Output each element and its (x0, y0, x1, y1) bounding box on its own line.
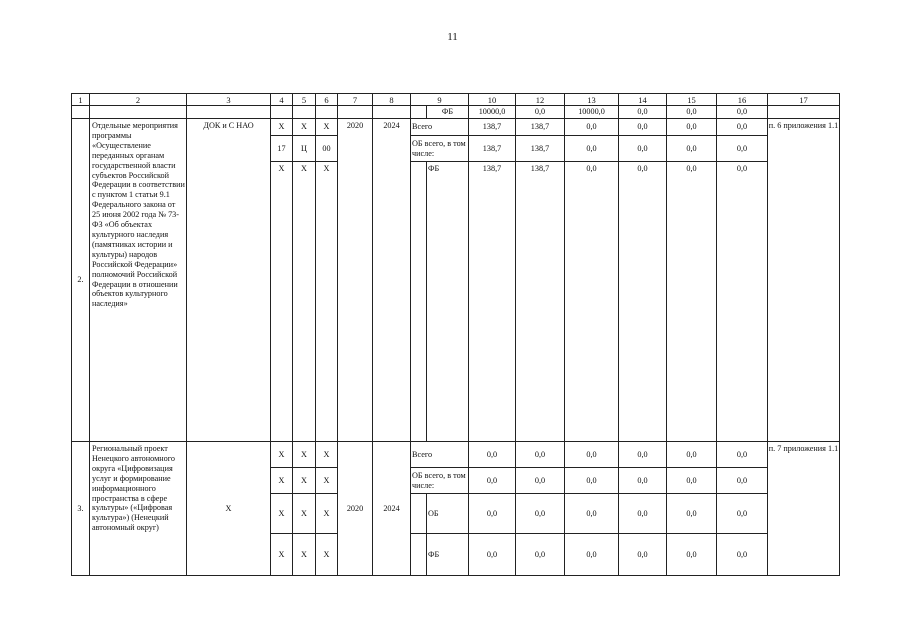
value-cell: 0,0 (717, 534, 768, 576)
value-cell: 0,0 (619, 136, 667, 162)
source-cell: ФБ (427, 106, 469, 119)
note-cell: п. 6 приложения 1.1 (768, 119, 840, 442)
value-cell: 0,0 (619, 162, 667, 442)
value-cell: 0,0 (667, 468, 717, 494)
value-cell: 0,0 (667, 136, 717, 162)
year-start: 2020 (338, 119, 373, 442)
value-cell: 0,0 (565, 442, 619, 468)
value-cell: 0,0 (667, 534, 717, 576)
source-cell: ОБ всего, в том числе: (411, 136, 469, 162)
col-header: 13 (565, 94, 619, 106)
col-header: 12 (516, 94, 565, 106)
source-cell: Всего (411, 442, 469, 468)
col-header: 14 (619, 94, 667, 106)
col-header: 5 (293, 94, 316, 106)
value-cell: 0,0 (717, 136, 768, 162)
value-cell: 0,0 (717, 442, 768, 468)
code-cell: Х (316, 442, 338, 468)
col-header: 2 (90, 94, 187, 106)
value-cell: 0,0 (469, 442, 516, 468)
source-cell: ОБ всего, в том числе: (411, 468, 469, 494)
value-cell: 0,0 (469, 494, 516, 534)
col-header: 9 (411, 94, 469, 106)
code-cell: Х (293, 442, 316, 468)
row-number: 3. (72, 442, 90, 576)
source-cell: ОБ (427, 494, 469, 534)
value-cell: 0,0 (516, 494, 565, 534)
value-cell: 0,0 (516, 106, 565, 119)
value-cell: 0,0 (619, 534, 667, 576)
executor-cell: Х (187, 442, 271, 576)
value-cell: 0,0 (717, 494, 768, 534)
value-cell: 0,0 (717, 162, 768, 442)
source-cell: ФБ (427, 162, 469, 442)
col-header: 6 (316, 94, 338, 106)
value-cell: 138,7 (516, 162, 565, 442)
column-header-row (72, 94, 840, 106)
value-cell: 0,0 (565, 468, 619, 494)
budget-table (71, 93, 840, 576)
table-row (72, 442, 840, 468)
col-header: 3 (187, 94, 271, 106)
value-cell: 0,0 (516, 534, 565, 576)
code-cell: Х (293, 119, 316, 136)
value-cell: 0,0 (469, 534, 516, 576)
code-cell: Х (316, 494, 338, 534)
code-cell: Х (293, 534, 316, 576)
col-header: 4 (271, 94, 293, 106)
value-cell: 0,0 (516, 442, 565, 468)
value-cell: 0,0 (469, 468, 516, 494)
code-cell: Х (316, 534, 338, 576)
value-cell: 0,0 (667, 106, 717, 119)
code-cell: Х (316, 468, 338, 494)
value-cell: 0,0 (717, 106, 768, 119)
code-cell: Х (271, 162, 293, 442)
value-cell: 0,0 (667, 442, 717, 468)
code-cell: Х (316, 162, 338, 442)
table-row (72, 106, 840, 119)
activity-name: Региональный проект Ненецкого автономного округа «Цифровизация услуг и формирование информационного пространства в сфере культуры» («Цифровая культура») (Ненецкий автономный округ) (90, 442, 187, 576)
value-cell: 0,0 (619, 442, 667, 468)
col-header: 1 (72, 94, 90, 106)
code-cell: Х (316, 119, 338, 136)
value-cell: 0,0 (717, 119, 768, 136)
executor-cell: ДОК и С НАО (187, 119, 271, 442)
row-number: 2. (72, 119, 90, 442)
value-cell: 138,7 (469, 119, 516, 136)
table-row (72, 119, 840, 136)
value-cell: 138,7 (516, 136, 565, 162)
value-cell: 0,0 (565, 534, 619, 576)
source-cell: Всего (411, 119, 469, 136)
value-cell: 0,0 (619, 119, 667, 136)
value-cell: 0,0 (565, 494, 619, 534)
value-cell: 138,7 (469, 136, 516, 162)
year-end: 2024 (373, 442, 411, 576)
value-cell: 0,0 (667, 119, 717, 136)
col-header: 8 (373, 94, 411, 106)
code-cell: 00 (316, 136, 338, 162)
value-cell: 0,0 (619, 494, 667, 534)
value-cell: 10000,0 (565, 106, 619, 119)
value-cell: 0,0 (516, 468, 565, 494)
col-header: 15 (667, 94, 717, 106)
value-cell: 0,0 (667, 162, 717, 442)
value-cell: 0,0 (667, 494, 717, 534)
year-start: 2020 (338, 442, 373, 576)
col-header: 7 (338, 94, 373, 106)
code-cell: Х (293, 494, 316, 534)
code-cell: Х (271, 534, 293, 576)
code-cell: 17 (271, 136, 293, 162)
note-cell: п. 7 приложения 1.1 (768, 442, 840, 576)
value-cell: 0,0 (565, 119, 619, 136)
page-number: 11 (447, 31, 458, 43)
code-cell: Х (271, 468, 293, 494)
col-header: 16 (717, 94, 768, 106)
activity-name: Отдельные мероприятия программы «Осуществление переданных органам государственной власти субъектов Российской Федерации в соответствии с пунктом 1 статьи 9.1 Федерального закона от 25 июня 2002 года № 73-ФЗ «Об объектах культурного наследия (памятниках истории и культуры) народов Российской Федерации» полномочий Российской Федерации в отношении объектов культурного наследия» (90, 119, 187, 442)
value-cell: 0,0 (619, 468, 667, 494)
col-header: 17 (768, 94, 840, 106)
code-cell: Х (293, 162, 316, 442)
value-cell: 10000,0 (469, 106, 516, 119)
value-cell: 0,0 (619, 106, 667, 119)
value-cell: 0,0 (565, 136, 619, 162)
value-cell: 0,0 (717, 468, 768, 494)
code-cell: Х (271, 442, 293, 468)
source-cell: ФБ (427, 534, 469, 576)
code-cell: Х (293, 468, 316, 494)
year-end: 2024 (373, 119, 411, 442)
col-header: 10 (469, 94, 516, 106)
value-cell: 0,0 (565, 162, 619, 442)
value-cell: 138,7 (516, 119, 565, 136)
code-cell: Х (271, 494, 293, 534)
code-cell: Х (271, 119, 293, 136)
code-cell: Ц (293, 136, 316, 162)
value-cell: 138,7 (469, 162, 516, 442)
